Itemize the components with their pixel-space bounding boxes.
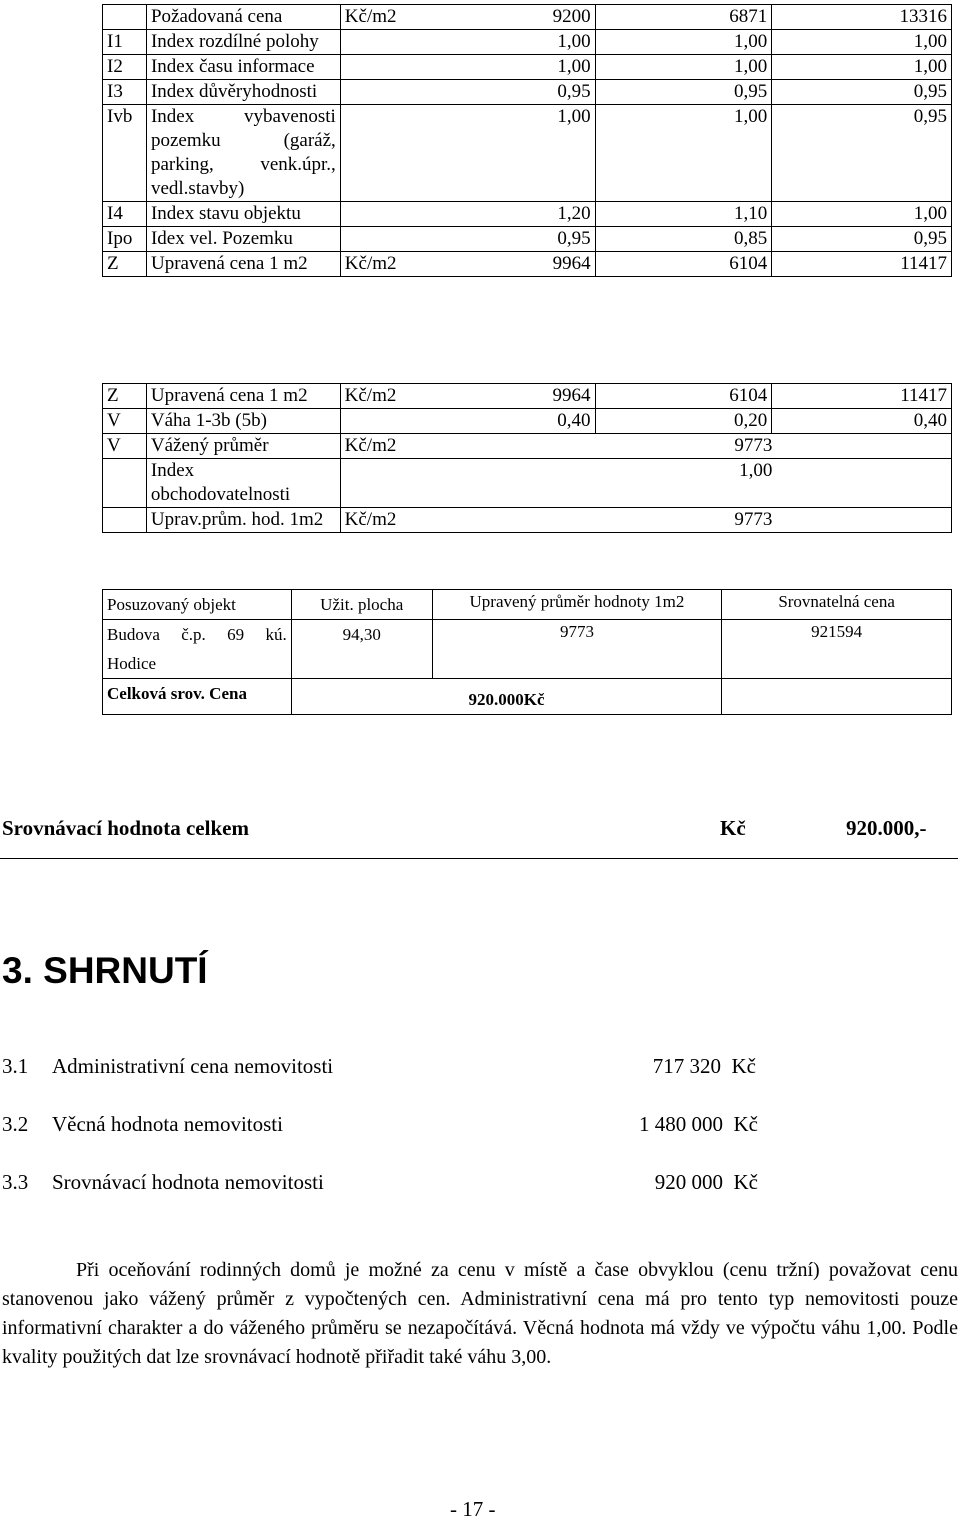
row-unit: Kč/m2	[340, 5, 400, 30]
table-row	[103, 409, 952, 434]
row-code: Ivb	[103, 105, 147, 202]
value-text: 9773	[734, 435, 773, 456]
value-cell: 0,85	[595, 227, 772, 252]
page-number: - 17 -	[450, 1497, 496, 1521]
row-unit: Kč/m2	[340, 508, 400, 533]
value-cell: 9964	[400, 384, 595, 409]
row-unit	[340, 227, 400, 252]
weighted-average-table	[102, 383, 952, 533]
value-cell: 6871	[595, 5, 772, 30]
row-label: Index vybavenosti pozemku (garáž, parking, venk.úpr., vedl.stavby)	[146, 105, 340, 202]
value-cell	[400, 459, 951, 508]
item-value: 920 000 Kč	[654, 1170, 758, 1194]
row-label: Index rozdílné polohy	[146, 30, 340, 55]
table-row	[103, 252, 952, 277]
table-row	[103, 202, 952, 227]
usable-area: 94,30	[291, 620, 432, 679]
value-cell: 1,00	[772, 30, 952, 55]
row-code: V	[103, 434, 147, 459]
item-number: 3.1	[2, 1054, 29, 1078]
value-cell: 1,00	[772, 55, 952, 80]
value-cell: 1,10	[595, 202, 772, 227]
object-name: Budova č.p. 69 kú. Hodice	[103, 620, 292, 679]
row-code	[103, 459, 147, 508]
summary-item	[2, 1170, 324, 1195]
row-unit	[340, 80, 400, 105]
row-unit	[340, 202, 400, 227]
summary-label: Srovnávací hodnota celkem	[2, 816, 249, 840]
value-cell: 1,00	[772, 202, 952, 227]
value-cell: 1,00	[595, 105, 772, 202]
row-label: Index stavu objektu	[146, 202, 340, 227]
table-row	[103, 30, 952, 55]
item-label: Srovnávací hodnota nemovitosti	[52, 1170, 324, 1194]
row-label: Upravená cena 1 m2	[146, 252, 340, 277]
value-cell: 0,95	[595, 80, 772, 105]
row-code: I1	[103, 30, 147, 55]
item-label: Věcná hodnota nemovitosti	[52, 1112, 283, 1136]
row-code: V	[103, 409, 147, 434]
summary-item	[2, 1054, 334, 1079]
item-value: 1 480 000 Kč	[639, 1112, 758, 1136]
total-value: 920.000Kč	[291, 679, 721, 715]
row-label: Upravená cena 1 m2	[146, 384, 340, 409]
table-row	[103, 459, 952, 508]
row-code: Ipo	[103, 227, 147, 252]
header-average: Upravený průměr hodnoty 1m2	[432, 590, 722, 620]
row-unit	[340, 409, 400, 434]
value-cell: 6104	[595, 384, 772, 409]
index-table	[102, 4, 952, 277]
value-cell: 0,95	[772, 80, 952, 105]
row-code: I4	[103, 202, 147, 227]
row-code: Z	[103, 252, 147, 277]
header-object: Posuzovaný objekt	[103, 590, 292, 620]
value-cell: 0,95	[401, 227, 596, 252]
value-cell: 1,00	[401, 55, 596, 80]
value-cell: 11417	[772, 252, 952, 277]
section-heading: 3. SHRNUTÍ	[2, 950, 208, 991]
summary-currency: Kč	[720, 816, 746, 840]
row-code: I3	[103, 80, 147, 105]
comparable-price: 921594	[722, 620, 952, 679]
value-cell: 6104	[595, 252, 772, 277]
row-label: Index obchodovatelnosti	[146, 459, 340, 508]
value-cell: 1,00	[595, 30, 772, 55]
row-label: Vážený průměr	[146, 434, 340, 459]
summary-paragraph: Při oceňování rodinných domů je možné za cenu v místě a čase obvyklou (cenu tržní) považovat cenu stanovenou jako vážený průměr z vypočtených cen. Administrativní cena má pro tento typ nemovitosti pouze informativní charakter a do váženého průměru se nezapočítává. Věcná hodnota má vždy ve výpočtu váhu 1,00. Podle kvality použitých dat lze srovnávací hodnotě přiřadit také váhu 3,00.	[2, 1259, 958, 1368]
table-row	[103, 55, 952, 80]
value-cell: 9200	[401, 5, 596, 30]
item-number: 3.3	[2, 1170, 29, 1194]
row-unit	[340, 459, 400, 508]
value-cell: 13316	[772, 5, 952, 30]
value-cell: 0,20	[595, 409, 772, 434]
table-row	[103, 227, 952, 252]
row-label: Idex vel. Pozemku	[146, 227, 340, 252]
table-row	[103, 590, 952, 620]
value-cell: 9964	[401, 252, 596, 277]
value-text: 9773	[734, 509, 773, 530]
row-unit: Kč/m2	[340, 252, 400, 277]
row-label: Index důvěryhodnosti	[146, 80, 340, 105]
value-cell: 1,00	[401, 30, 596, 55]
value-cell: 0,40	[772, 409, 952, 434]
row-unit	[340, 55, 400, 80]
value-cell: 1,00	[401, 105, 596, 202]
row-code	[103, 508, 147, 533]
table-row	[103, 620, 952, 679]
value-cell: 11417	[772, 384, 952, 409]
row-unit	[340, 30, 400, 55]
table-row	[103, 679, 952, 715]
row-unit	[340, 105, 400, 202]
empty-cell	[722, 679, 952, 715]
header-area: Užit. plocha	[291, 590, 432, 620]
value-cell: 1,20	[401, 202, 596, 227]
summary-value: 920.000,-	[846, 816, 927, 840]
total-label: Celková srov. Cena	[103, 679, 292, 715]
table-row	[103, 5, 952, 30]
table-row	[103, 80, 952, 105]
table-row	[103, 384, 952, 409]
value-cell: 0,95	[772, 227, 952, 252]
value-cell	[400, 508, 951, 533]
value-cell: 0,95	[772, 105, 952, 202]
item-value: 717 320 Kč	[652, 1054, 756, 1078]
header-price: Srovnatelná cena	[722, 590, 952, 620]
summary-divider	[0, 858, 958, 859]
table-row	[103, 105, 952, 202]
value-text: 1,00	[739, 460, 773, 481]
table-row	[103, 508, 952, 533]
row-unit: Kč/m2	[340, 384, 400, 409]
value-cell: 0,40	[400, 409, 595, 434]
value-cell: 0,95	[401, 80, 596, 105]
row-code: I2	[103, 55, 147, 80]
summary-item	[2, 1112, 283, 1137]
row-code	[103, 5, 147, 30]
item-label: Administrativní cena nemovitosti	[52, 1054, 334, 1078]
value-cell	[400, 434, 951, 459]
row-label: Uprav.prům. hod. 1m2	[146, 508, 340, 533]
adjusted-average: 9773	[432, 620, 722, 679]
row-label: Váha 1-3b (5b)	[146, 409, 340, 434]
row-label: Index času informace	[146, 55, 340, 80]
comparison-table	[102, 589, 952, 715]
item-number: 3.2	[2, 1112, 29, 1136]
row-unit: Kč/m2	[340, 434, 400, 459]
row-label: Požadovaná cena	[146, 5, 340, 30]
row-code: Z	[103, 384, 147, 409]
value-cell: 1,00	[595, 55, 772, 80]
table-row	[103, 434, 952, 459]
